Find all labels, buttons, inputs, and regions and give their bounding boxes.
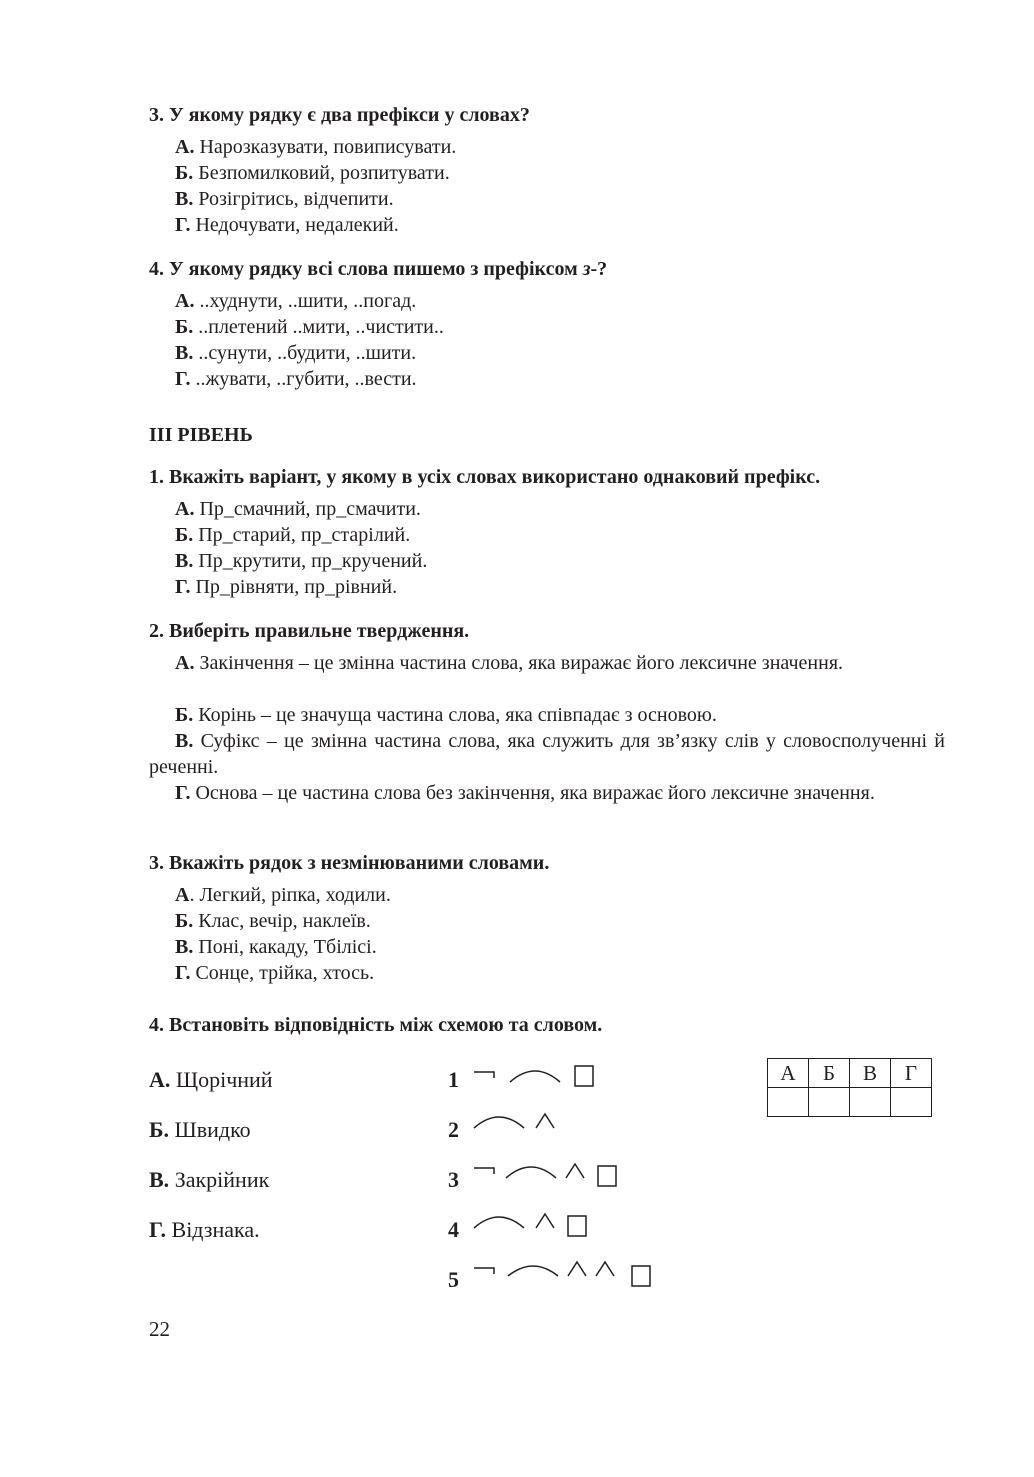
morpheme-scheme-4 [470,1208,630,1240]
root-arc-icon [510,1071,560,1082]
match-word-b: Б. Швидко [149,1117,251,1142]
scheme-number-4: 4 [448,1217,459,1242]
scheme-number-5: 5 [448,1267,459,1292]
answer-table-row [768,1088,932,1117]
answer-header-d: Г [891,1059,932,1088]
q4-option-c: В. ..сунути, ..будити, ..шити. [175,342,417,364]
morpheme-scheme-5 [470,1258,670,1290]
level-3-heading: ІІІ РІВЕНЬ [149,424,253,446]
l3q2-option-b: Б. Корінь – це значуща частина слова, яка співпадає з основою. [175,704,717,726]
page-number: 22 [149,1317,170,1341]
root-arc-icon [474,1217,524,1228]
match-word-d: Г. Відзнака. [149,1217,260,1242]
question-4-title: 4. У якому рядку всі слова пишемо з префіксом з-? [149,258,608,280]
ending-box-icon [598,1166,616,1186]
l3q3-option-a: А. Легкий, ріпка, ходили. [175,884,391,906]
q4-option-a: А. ..худнути, ..шити, ..погад. [175,290,417,312]
l3-question-3-title: 3. Вкажіть рядок з незмінюваними словами. [149,852,550,874]
root-arc-icon [506,1167,556,1178]
suffix-caret-icon [566,1164,584,1178]
prefix-mark-icon [474,1072,494,1078]
q3-option-c: В. Розігрітись, відчепити. [175,188,394,210]
root-arc-icon [474,1117,524,1128]
l3q1-option-c: В. Пр_крутити, пр_кручений. [175,550,428,572]
question-3-title: 3. У якому рядку є два префікси у словах? [149,104,530,126]
suffix-caret-icon [536,1114,554,1128]
morpheme-scheme-2 [470,1108,630,1140]
l3q1-option-b: Б. Пр_старий, пр_старілий. [175,524,411,546]
suffix-caret-icon [536,1214,554,1228]
answer-header-a: А [768,1059,809,1088]
q3-option-a: А. Нарозказувати, повиписувати. [175,136,457,158]
answer-table-header [768,1059,932,1088]
scheme-number-3: 3 [448,1167,459,1192]
q4-option-d: Г. ..жувати, ..губити, ..вести. [175,368,417,390]
q4-option-b: Б. ..плетений ..мити, ..чистити.. [175,316,444,338]
q3-option-d: Г. Недочувати, недалекий. [175,214,399,236]
prefix-mark-icon [474,1268,494,1274]
suffix-caret-icon [568,1262,586,1276]
scheme-number-2: 2 [448,1117,459,1142]
answer-table [767,1058,932,1117]
answer-header-b: Б [809,1059,850,1088]
suffix-caret-icon [596,1262,614,1276]
l3q3-option-d: Г. Сонце, трійка, хтось. [175,962,375,984]
ending-box-icon [568,1216,586,1236]
match-word-a: А. Щорічний [149,1067,273,1092]
l3q2-option-c: В. Суфікс – це змінна частина слова, яка служить для зв’язку слів у словосполученні й реченні. [149,730,945,778]
answer-cell-a [768,1088,809,1117]
l3q2-option-d: Г. Основа – це частина слова без закінчення, яка виражає його лексичне значення. [175,782,875,804]
l3q3-option-b: Б. Клас, вечір, наклеїв. [175,910,371,932]
answer-header-c: В [850,1059,891,1088]
answer-cell-c [850,1088,891,1117]
answer-cell-d [891,1088,932,1117]
morpheme-scheme-1 [470,1062,630,1094]
l3q3-option-c: В. Поні, какаду, Тбілісі. [175,936,377,958]
scheme-number-1: 1 [448,1067,459,1092]
answer-cell-b [809,1088,850,1117]
ending-box-icon [632,1266,650,1286]
l3-question-2-title: 2. Виберіть правильне твердження. [149,620,470,642]
morpheme-scheme-3 [470,1158,640,1190]
q3-option-b: Б. Безпомилковий, розпитувати. [175,162,450,184]
match-word-c: В. Закрійник [149,1167,270,1192]
l3-question-4-title: 4. Встановіть відповідність між схемою та словом. [149,1014,603,1036]
l3q1-option-a: А. Пр_смачний, пр_смачити. [175,498,421,520]
l3q2-option-a: А. Закінчення – це змінна частина слова, яка виражає його лексичне значення. [175,652,844,674]
ending-box-icon [575,1066,593,1086]
root-arc-icon [508,1266,558,1276]
l3-question-1-title: 1. Вкажіть варіант, у якому в усіх словах використано однаковий префікс. [149,466,821,488]
prefix-mark-icon [474,1168,494,1174]
l3q1-option-d: Г. Пр_рівняти, пр_рівний. [175,576,398,598]
